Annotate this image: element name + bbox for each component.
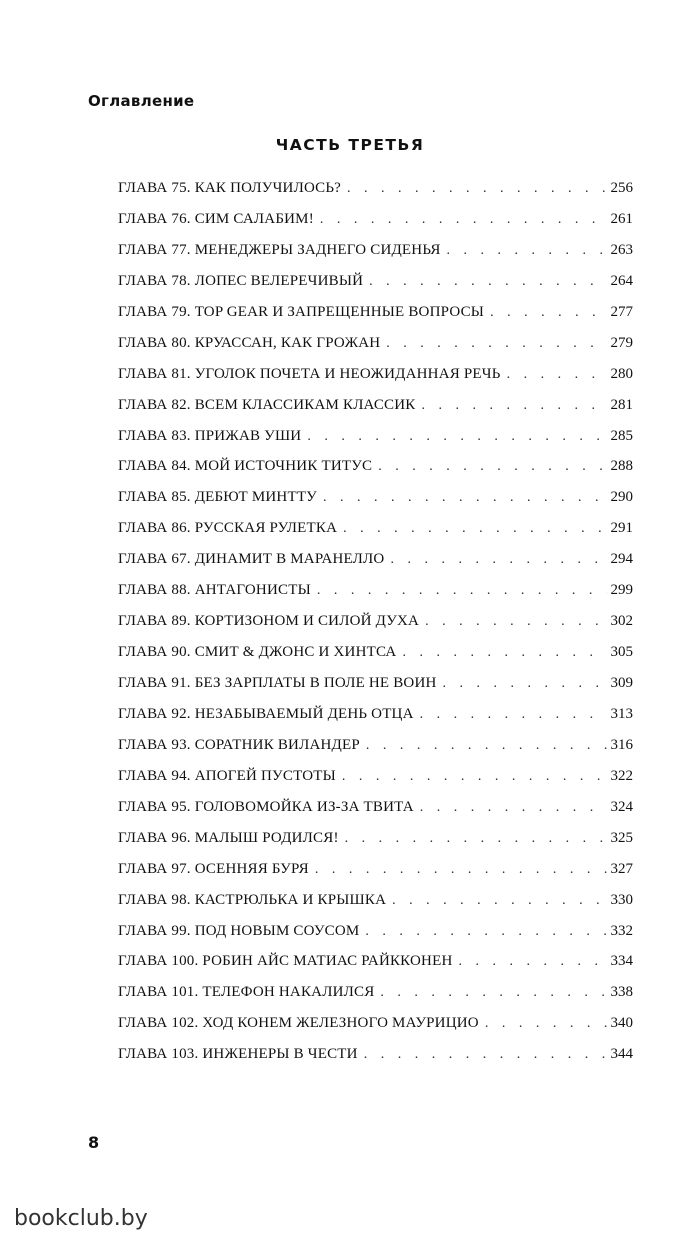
dot-leader [378, 459, 606, 475]
toc-entry [118, 923, 633, 954]
toc-entry-page: 264 [610, 272, 633, 289]
toc-entry-page: 290 [610, 489, 633, 506]
toc-entry-title: ГЛАВА 67. ДИНАМИТ В МАРАНЕЛЛО [118, 551, 385, 568]
dot-leader [485, 1016, 607, 1032]
dot-leader [369, 274, 606, 290]
toc-entry [118, 180, 633, 211]
toc-entry-title: ГЛАВА 99. ПОД НОВЫМ СОУСОМ [118, 922, 360, 939]
toc-entry-page: 291 [610, 520, 633, 537]
toc-entry [118, 551, 633, 582]
dot-leader [420, 800, 607, 816]
dot-leader [490, 305, 606, 321]
toc-entry [118, 953, 633, 984]
toc-entry-page: 322 [610, 767, 633, 784]
toc-entry-title: ГЛАВА 91. БЕЗ ЗАРПЛАТЫ В ПОЛЕ НЕ ВОИН [118, 675, 437, 691]
toc-entry-page: 285 [610, 427, 633, 444]
toc-entry-title: ГЛАВА 90. СМИТ & ДЖОНС И ХИНТСА [118, 644, 397, 661]
toc-header: Оглавление [88, 92, 195, 110]
toc-entry-page: 325 [610, 829, 633, 846]
dot-leader [422, 398, 607, 414]
page-number: 8 [88, 1133, 100, 1152]
toc-entry-page: 277 [610, 303, 633, 320]
toc-entry-title: ГЛАВА 98. КАСТРЮЛЬКА И КРЫШКА [118, 891, 387, 908]
toc-entry [118, 582, 633, 613]
toc-entry-page: 332 [610, 922, 633, 939]
dot-leader [458, 954, 606, 970]
toc-entry-title: ГЛАВА 101. ТЕЛЕФОН НАКАЛИЛСЯ [118, 984, 375, 1001]
toc-entry-title: ГЛАВА 78. ЛОПЕС ВЕЛЕРЕЧИВЫЙ [118, 272, 364, 289]
toc-entry-page: 299 [610, 582, 633, 599]
toc-entry-page: 305 [610, 644, 633, 661]
dot-leader [323, 490, 606, 506]
dot-leader [420, 707, 607, 723]
toc-entry-page: 334 [610, 953, 633, 970]
toc-entry [118, 892, 633, 923]
toc-entry-page: 280 [610, 365, 633, 382]
toc-entry-page: 281 [610, 396, 633, 413]
toc-entry-page: 256 [610, 180, 633, 196]
dot-leader [315, 862, 607, 878]
toc-entry-title: ГЛАВА 85. ДЕБЮТ МИНТТУ [118, 489, 318, 506]
toc-entry-page: 330 [610, 891, 633, 908]
toc-entry-page: 313 [610, 705, 633, 722]
toc-entry [118, 675, 633, 706]
dot-leader [386, 336, 606, 352]
toc-entry-title: ГЛАВА 103. ИНЖЕНЕРЫ В ЧЕСТИ [118, 1046, 358, 1063]
dot-leader [307, 429, 606, 445]
toc-entry-title: ГЛАВА 76. СИМ САЛАБИМ! [118, 210, 314, 227]
part-title: ЧАСТЬ ТРЕТЬЯ [275, 136, 425, 154]
dot-leader [366, 738, 607, 754]
toc-entry-page: 309 [610, 675, 633, 691]
toc-entry-title: ГЛАВА 94. АПОГЕЙ ПУСТОТЫ [118, 767, 336, 784]
toc-entry-title: ГЛАВА 83. ПРИЖАВ УШИ [118, 427, 302, 444]
toc-entry-page: 338 [610, 984, 633, 1001]
toc-entry [118, 458, 633, 489]
toc-entry-title: ГЛАВА 96. МАЛЫШ РОДИЛСЯ! [118, 829, 339, 846]
toc-entry [118, 984, 633, 1015]
toc-entry [118, 1015, 633, 1046]
toc-entry-title: ГЛАВА 80. КРУАССАН, КАК ГРОЖАН [118, 334, 381, 351]
toc-entry [118, 737, 633, 768]
dot-leader [380, 985, 606, 1001]
dot-leader [343, 521, 606, 537]
toc-entry [118, 799, 633, 830]
toc-entry [118, 613, 633, 644]
dot-leader [364, 1047, 607, 1063]
toc-entry-title: ГЛАВА 84. МОЙ ИСТОЧНИК ТИТУС [118, 458, 373, 475]
toc-entry-page: 279 [610, 334, 633, 351]
toc-entry-page: 316 [610, 736, 633, 753]
dot-leader [317, 583, 607, 599]
dot-leader [402, 645, 606, 661]
toc-entry-page: 263 [610, 241, 633, 258]
toc-entry-title: ГЛАВА 82. ВСЕМ КЛАССИКАМ КЛАССИК [118, 396, 416, 413]
toc-entry [118, 304, 633, 335]
watermark: bookclub.by [14, 1206, 148, 1231]
dot-leader [320, 212, 607, 228]
toc-entry-page: 327 [610, 860, 633, 877]
toc-entry-title: ГЛАВА 100. РОБИН АЙС МАТИАС РАЙККОНЕН [118, 953, 453, 970]
dot-leader [347, 181, 606, 197]
toc-entry [118, 520, 633, 551]
toc-entry-title: ГЛАВА 93. СОРАТНИК ВИЛАНДЕР [118, 736, 360, 753]
toc-entry-page: 324 [610, 798, 633, 815]
toc-entry [118, 273, 633, 304]
table-of-contents [118, 180, 633, 1077]
toc-entry-title: ГЛАВА 81. УГОЛОК ПОЧЕТА И НЕОЖИДАННАЯ РЕЧЬ [118, 365, 501, 382]
dot-leader [507, 367, 607, 383]
toc-entry-page: 261 [610, 210, 633, 227]
toc-entry-title: ГЛАВА 102. ХОД КОНЕМ ЖЕЛЕЗНОГО МАУРИЦИО [118, 1015, 479, 1032]
toc-entry-title: ГЛАВА 95. ГОЛОВОМОЙКА ИЗ-ЗА ТВИТА [118, 798, 414, 815]
toc-entry-title: ГЛАВА 86. РУССКАЯ РУЛЕТКА [118, 520, 338, 537]
toc-entry [118, 428, 633, 459]
toc-entry-title: ГЛАВА 75. КАК ПОЛУЧИЛОСЬ? [118, 180, 342, 196]
toc-entry [118, 397, 633, 428]
dot-leader [365, 924, 606, 940]
toc-entry [118, 644, 633, 675]
dot-leader [425, 614, 606, 630]
toc-entry-title: ГЛАВА 92. НЕЗАБЫВАЕМЫЙ ДЕНЬ ОТЦА [118, 705, 414, 722]
toc-entry [118, 366, 633, 397]
toc-entry-title: ГЛАВА 88. АНТАГОНИСТЫ [118, 582, 311, 599]
toc-entry-page: 288 [610, 458, 633, 475]
dot-leader [390, 552, 606, 568]
toc-entry-title: ГЛАВА 77. МЕНЕДЖЕРЫ ЗАДНЕГО СИДЕНЬЯ [118, 241, 441, 258]
toc-entry [118, 706, 633, 737]
toc-entry [118, 861, 633, 892]
dot-leader [447, 243, 607, 259]
toc-entry-page: 302 [610, 613, 633, 630]
dot-leader [392, 893, 606, 909]
toc-entry [118, 242, 633, 273]
toc-entry [118, 211, 633, 242]
toc-entry [118, 1046, 633, 1077]
dot-leader [345, 831, 607, 847]
toc-entry-title: ГЛАВА 97. ОСЕННЯЯ БУРЯ [118, 860, 309, 877]
toc-entry-title: ГЛАВА 89. КОРТИЗОНОМ И СИЛОЙ ДУХА [118, 613, 420, 630]
toc-entry-page: 294 [610, 551, 633, 568]
toc-entry [118, 830, 633, 861]
toc-entry [118, 335, 633, 366]
toc-entry-title: ГЛАВА 79. TOP GEAR И ЗАПРЕЩЕННЫЕ ВОПРОСЫ [118, 303, 485, 320]
toc-entry-page: 340 [610, 1015, 633, 1032]
toc-entry [118, 768, 633, 799]
toc-entry-page: 344 [610, 1046, 633, 1063]
toc-entry [118, 489, 633, 520]
dot-leader [342, 769, 607, 785]
dot-leader [443, 676, 607, 692]
